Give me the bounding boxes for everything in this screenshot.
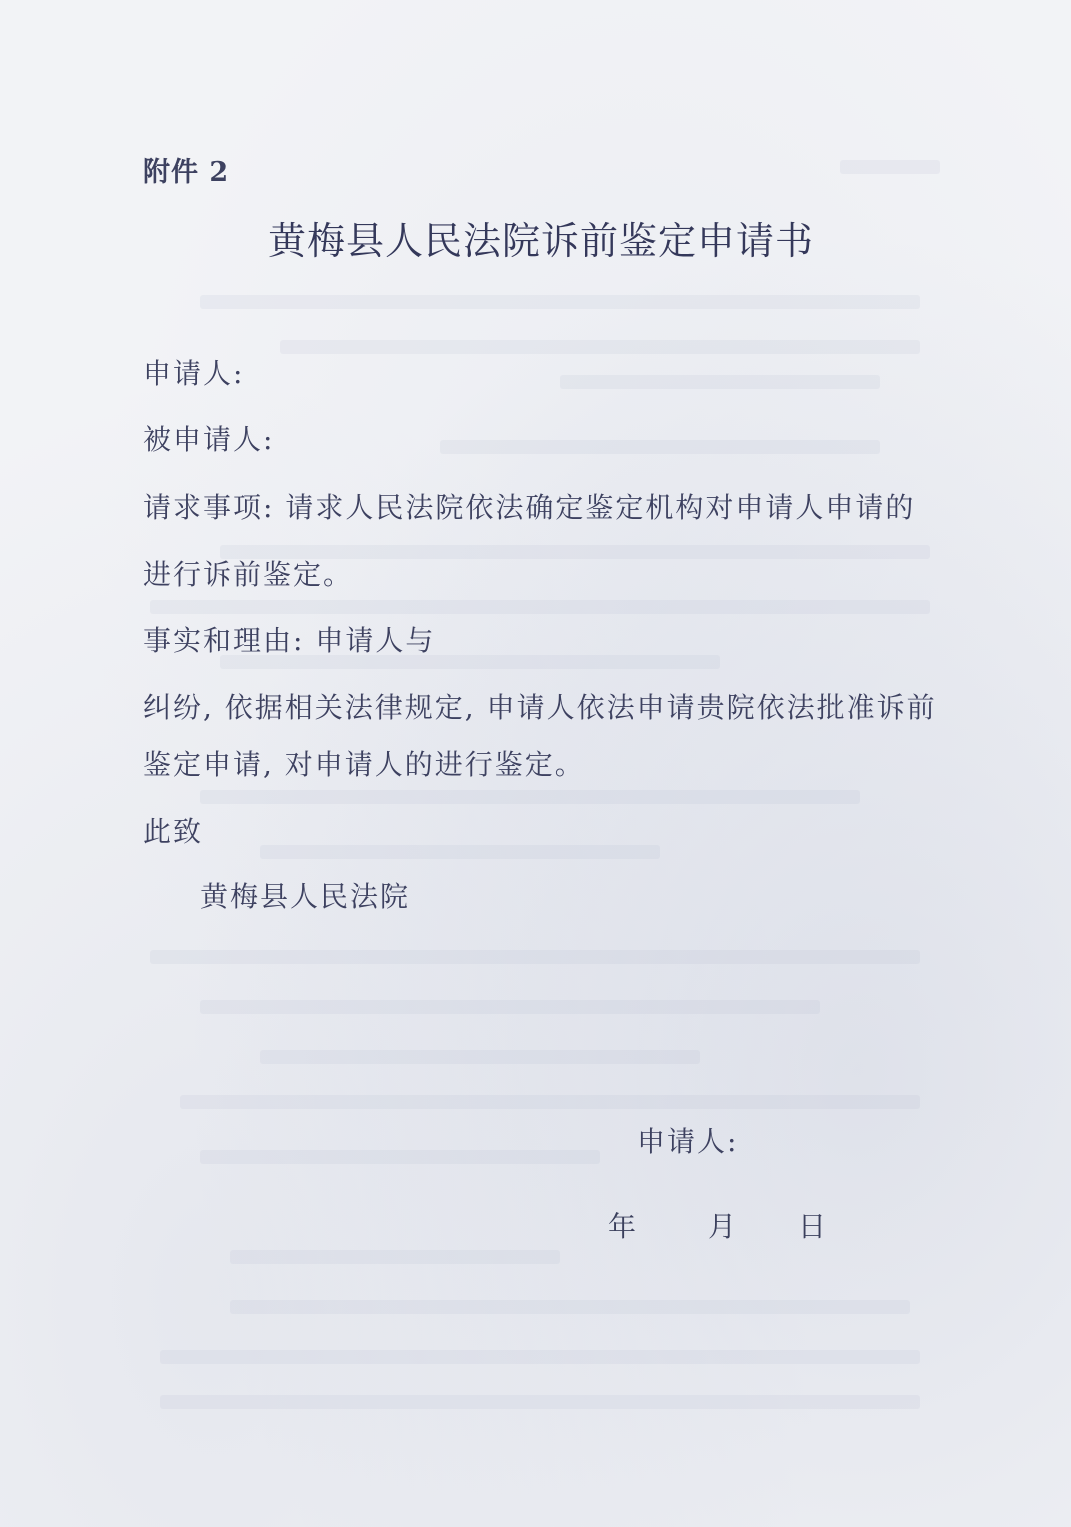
request-text-line-2: 进行诉前鉴定。 xyxy=(143,558,354,591)
date-year: 年 xyxy=(608,1210,637,1243)
bleed-through-mark xyxy=(230,1300,910,1314)
bleed-through-mark xyxy=(160,1350,920,1364)
facts-text-line-3: 鉴定申请, 对申请人的进行鉴定。 xyxy=(143,748,585,781)
request-text-line-1: 请求事项: 请求人民法院依法确定鉴定机构对申请人申请的 xyxy=(143,491,916,524)
bleed-through-mark xyxy=(280,340,920,354)
annex-label: 附件 2 xyxy=(143,157,230,188)
applicant-label: 申请人: xyxy=(143,357,245,390)
bleed-through-mark xyxy=(150,600,930,614)
document-title: 黄梅县人民法院诉前鉴定申请书 xyxy=(268,219,815,263)
bleed-through-mark xyxy=(200,295,920,309)
bleed-through-mark xyxy=(200,1000,820,1014)
bleed-through-mark xyxy=(260,845,660,859)
bleed-through-mark xyxy=(840,160,940,174)
date-day: 日 xyxy=(798,1210,827,1243)
closing-salutation: 此致 xyxy=(143,815,204,848)
bleed-through-mark xyxy=(160,1395,920,1409)
bleed-through-mark xyxy=(200,790,860,804)
signature-label: 申请人: xyxy=(637,1125,739,1158)
date-month: 月 xyxy=(708,1210,737,1243)
bleed-through-mark xyxy=(560,375,880,389)
bleed-through-mark xyxy=(150,950,920,964)
bleed-through-mark xyxy=(180,1095,920,1109)
facts-text-line-2: 纠纷, 依据相关法律规定, 申请人依法申请贵院依法批准诉前 xyxy=(143,691,937,724)
bleed-through-mark xyxy=(200,1150,600,1164)
date-line xyxy=(608,1205,838,1245)
bleed-through-mark xyxy=(440,440,880,454)
bleed-through-mark xyxy=(230,1250,560,1264)
court-name: 黄梅县人民法院 xyxy=(200,880,411,913)
bleed-through-mark xyxy=(260,1050,700,1064)
respondent-label: 被申请人: xyxy=(143,423,275,456)
facts-text-line-1: 事实和理由: 申请人与 xyxy=(143,624,436,657)
